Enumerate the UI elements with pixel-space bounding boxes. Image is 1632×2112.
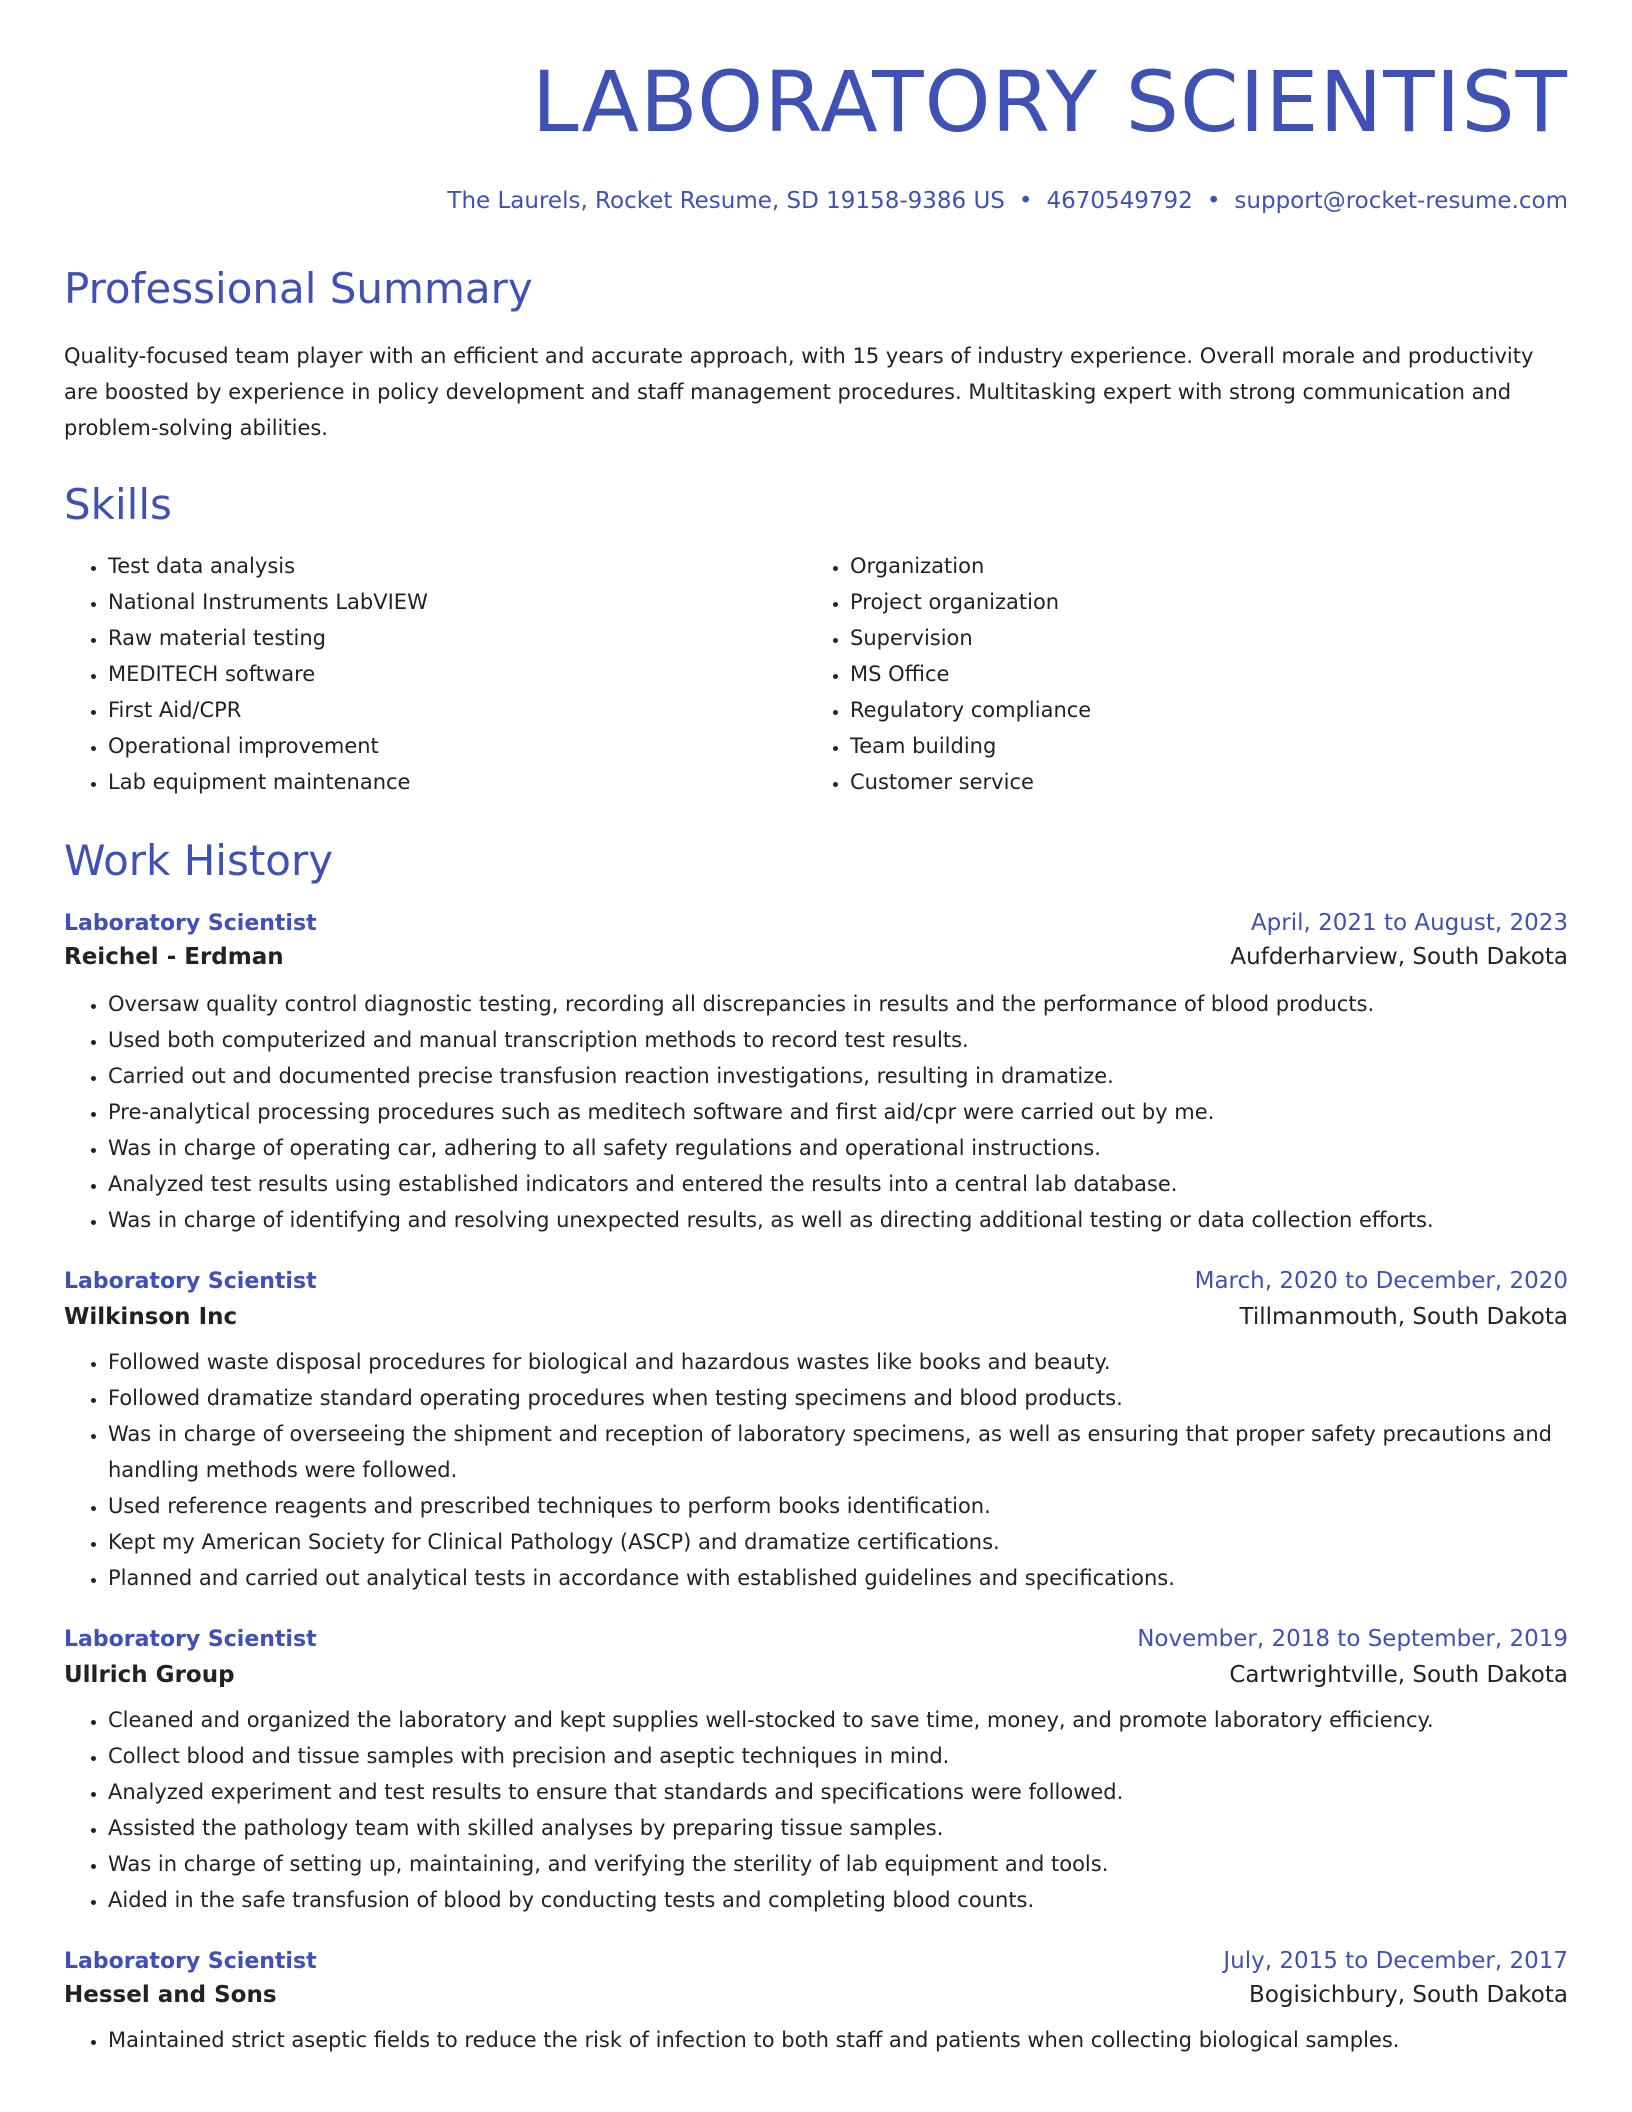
job-bullets <box>64 1702 1568 1918</box>
job-subheader <box>64 944 1568 970</box>
job-bullet: • Assisted the pathology team with skilled analyses by preparing tissue samples. <box>108 1810 1568 1846</box>
job-subheader <box>64 1662 1568 1688</box>
job-bullet: • Pre-analytical processing procedures such as meditech software and first aid/cpr were carried out by me. <box>108 1094 1568 1130</box>
job-bullet: • Analyzed test results using established indicators and entered the results into a central lab database. <box>108 1166 1568 1202</box>
job-company: Reichel - Erdman <box>64 944 284 970</box>
skill-item: • Customer service <box>850 764 1548 800</box>
job-company: Hessel and Sons <box>64 1982 277 2008</box>
job-bullet: • Carried out and documented precise transfusion reaction investigations, resulting in dramatize. <box>108 1058 1568 1094</box>
job-header <box>64 910 1568 936</box>
job-header <box>64 1948 1568 1974</box>
job-header <box>64 1626 1568 1652</box>
job-title: Laboratory Scientist <box>64 1627 317 1652</box>
skill-item: • Operational improvement <box>108 728 806 764</box>
skills-list <box>64 548 1568 800</box>
skill-item: • Project organization <box>850 584 1548 620</box>
contact-email[interactable]: support@rocket-resume.com <box>1234 188 1568 214</box>
job-bullets <box>64 2022 1568 2058</box>
contact-address: The Laurels, Rocket Resume, SD 19158-9386 US <box>447 188 1005 214</box>
contact-line <box>64 188 1568 214</box>
skill-item: • Lab equipment maintenance <box>108 764 806 800</box>
job-bullet: • Collect blood and tissue samples with precision and aseptic techniques in mind. <box>108 1738 1568 1774</box>
skills-column-right <box>806 548 1548 800</box>
contact-separator: • <box>1018 188 1033 214</box>
job-title: Laboratory Scientist <box>64 1269 317 1294</box>
job-dates: March, 2020 to December, 2020 <box>1194 1268 1568 1294</box>
job-bullets <box>64 1344 1568 1596</box>
section-title-summary: Professional Summary <box>64 264 533 313</box>
job-bullet: • Was in charge of setting up, maintaining, and verifying the sterility of lab equipment and tools. <box>108 1846 1568 1882</box>
job-location: Tillmanmouth, South Dakota <box>1239 1304 1568 1330</box>
skill-item: • Organization <box>850 548 1548 584</box>
job-bullet: • Was in charge of overseeing the shipment and reception of laboratory specimens, as well as ensuring that proper safety precautions and handling methods were followed. <box>108 1416 1568 1488</box>
job-location: Aufderharview, South Dakota <box>1230 944 1568 970</box>
job-subheader <box>64 1982 1568 2008</box>
job-bullet: • Was in charge of identifying and resolving unexpected results, as well as directing additional testing or data collection efforts. <box>108 1202 1568 1238</box>
job-bullet: • Oversaw quality control diagnostic testing, recording all discrepancies in results and the performance of blood products. <box>108 986 1568 1022</box>
skill-item: • National Instruments LabVIEW <box>108 584 806 620</box>
job-bullet: • Was in charge of operating car, adhering to all safety regulations and operational instructions. <box>108 1130 1568 1166</box>
job-title: Laboratory Scientist <box>64 911 317 936</box>
skill-item: • Test data analysis <box>108 548 806 584</box>
job-title: Laboratory Scientist <box>64 1949 317 1974</box>
skill-item: • Regulatory compliance <box>850 692 1548 728</box>
job-entry <box>64 1948 1568 2058</box>
job-entry <box>64 1626 1568 1918</box>
job-bullet: • Followed waste disposal procedures for biological and hazardous wastes like books and beauty. <box>108 1344 1568 1380</box>
contact-separator: • <box>1206 188 1221 214</box>
job-bullet: • Planned and carried out analytical tests in accordance with established guidelines and specifications. <box>108 1560 1568 1596</box>
job-company: Ullrich Group <box>64 1662 235 1688</box>
section-title-work-history: Work History <box>64 836 334 885</box>
job-dates: November, 2018 to September, 2019 <box>1137 1626 1568 1652</box>
skill-item: • Team building <box>850 728 1548 764</box>
job-bullet: • Aided in the safe transfusion of blood by conducting tests and completing blood counts. <box>108 1882 1568 1918</box>
skill-item: • MEDITECH software <box>108 656 806 692</box>
job-bullet: • Cleaned and organized the laboratory and kept supplies well-stocked to save time, money, and promote laboratory efficiency. <box>108 1702 1568 1738</box>
job-bullet: • Followed dramatize standard operating procedures when testing specimens and blood products. <box>108 1380 1568 1416</box>
job-bullet: • Used both computerized and manual transcription methods to record test results. <box>108 1022 1568 1058</box>
job-company: Wilkinson Inc <box>64 1304 238 1330</box>
job-header <box>64 1268 1568 1294</box>
job-dates: July, 2015 to December, 2017 <box>1223 1948 1568 1974</box>
summary-text: Quality-focused team player with an efficient and accurate approach, with 15 years of industry experience. Overall morale and productivity are boosted by experience in policy development and staff management procedures. Multitasking expert with strong communication and problem-solving abilities. <box>64 344 1534 440</box>
skill-item: • Supervision <box>850 620 1548 656</box>
job-location: Bogisichbury, South Dakota <box>1249 1982 1568 2008</box>
job-bullet: • Maintained strict aseptic fields to reduce the risk of infection to both staff and patients when collecting biological samples. <box>108 2022 1568 2058</box>
skill-item: • MS Office <box>850 656 1548 692</box>
skill-item: • First Aid/CPR <box>108 692 806 728</box>
resume-name: LABORATORY SCIENTIST <box>531 53 1568 151</box>
contact-phone: 4670549792 <box>1046 188 1193 214</box>
skill-item: • Raw material testing <box>108 620 806 656</box>
job-bullet: • Used reference reagents and prescribed techniques to perform books identification. <box>108 1488 1568 1524</box>
job-entry <box>64 1268 1568 1596</box>
job-bullet: • Analyzed experiment and test results to ensure that standards and specifications were followed. <box>108 1774 1568 1810</box>
job-location: Cartwrightville, South Dakota <box>1229 1662 1568 1688</box>
job-subheader <box>64 1304 1568 1330</box>
skills-column-left <box>64 548 806 800</box>
job-dates: April, 2021 to August, 2023 <box>1250 910 1568 936</box>
job-entry <box>64 910 1568 1238</box>
job-bullets <box>64 986 1568 1238</box>
job-bullet: • Kept my American Society for Clinical Pathology (ASCP) and dramatize certifications. <box>108 1524 1568 1560</box>
section-title-skills: Skills <box>64 480 172 529</box>
